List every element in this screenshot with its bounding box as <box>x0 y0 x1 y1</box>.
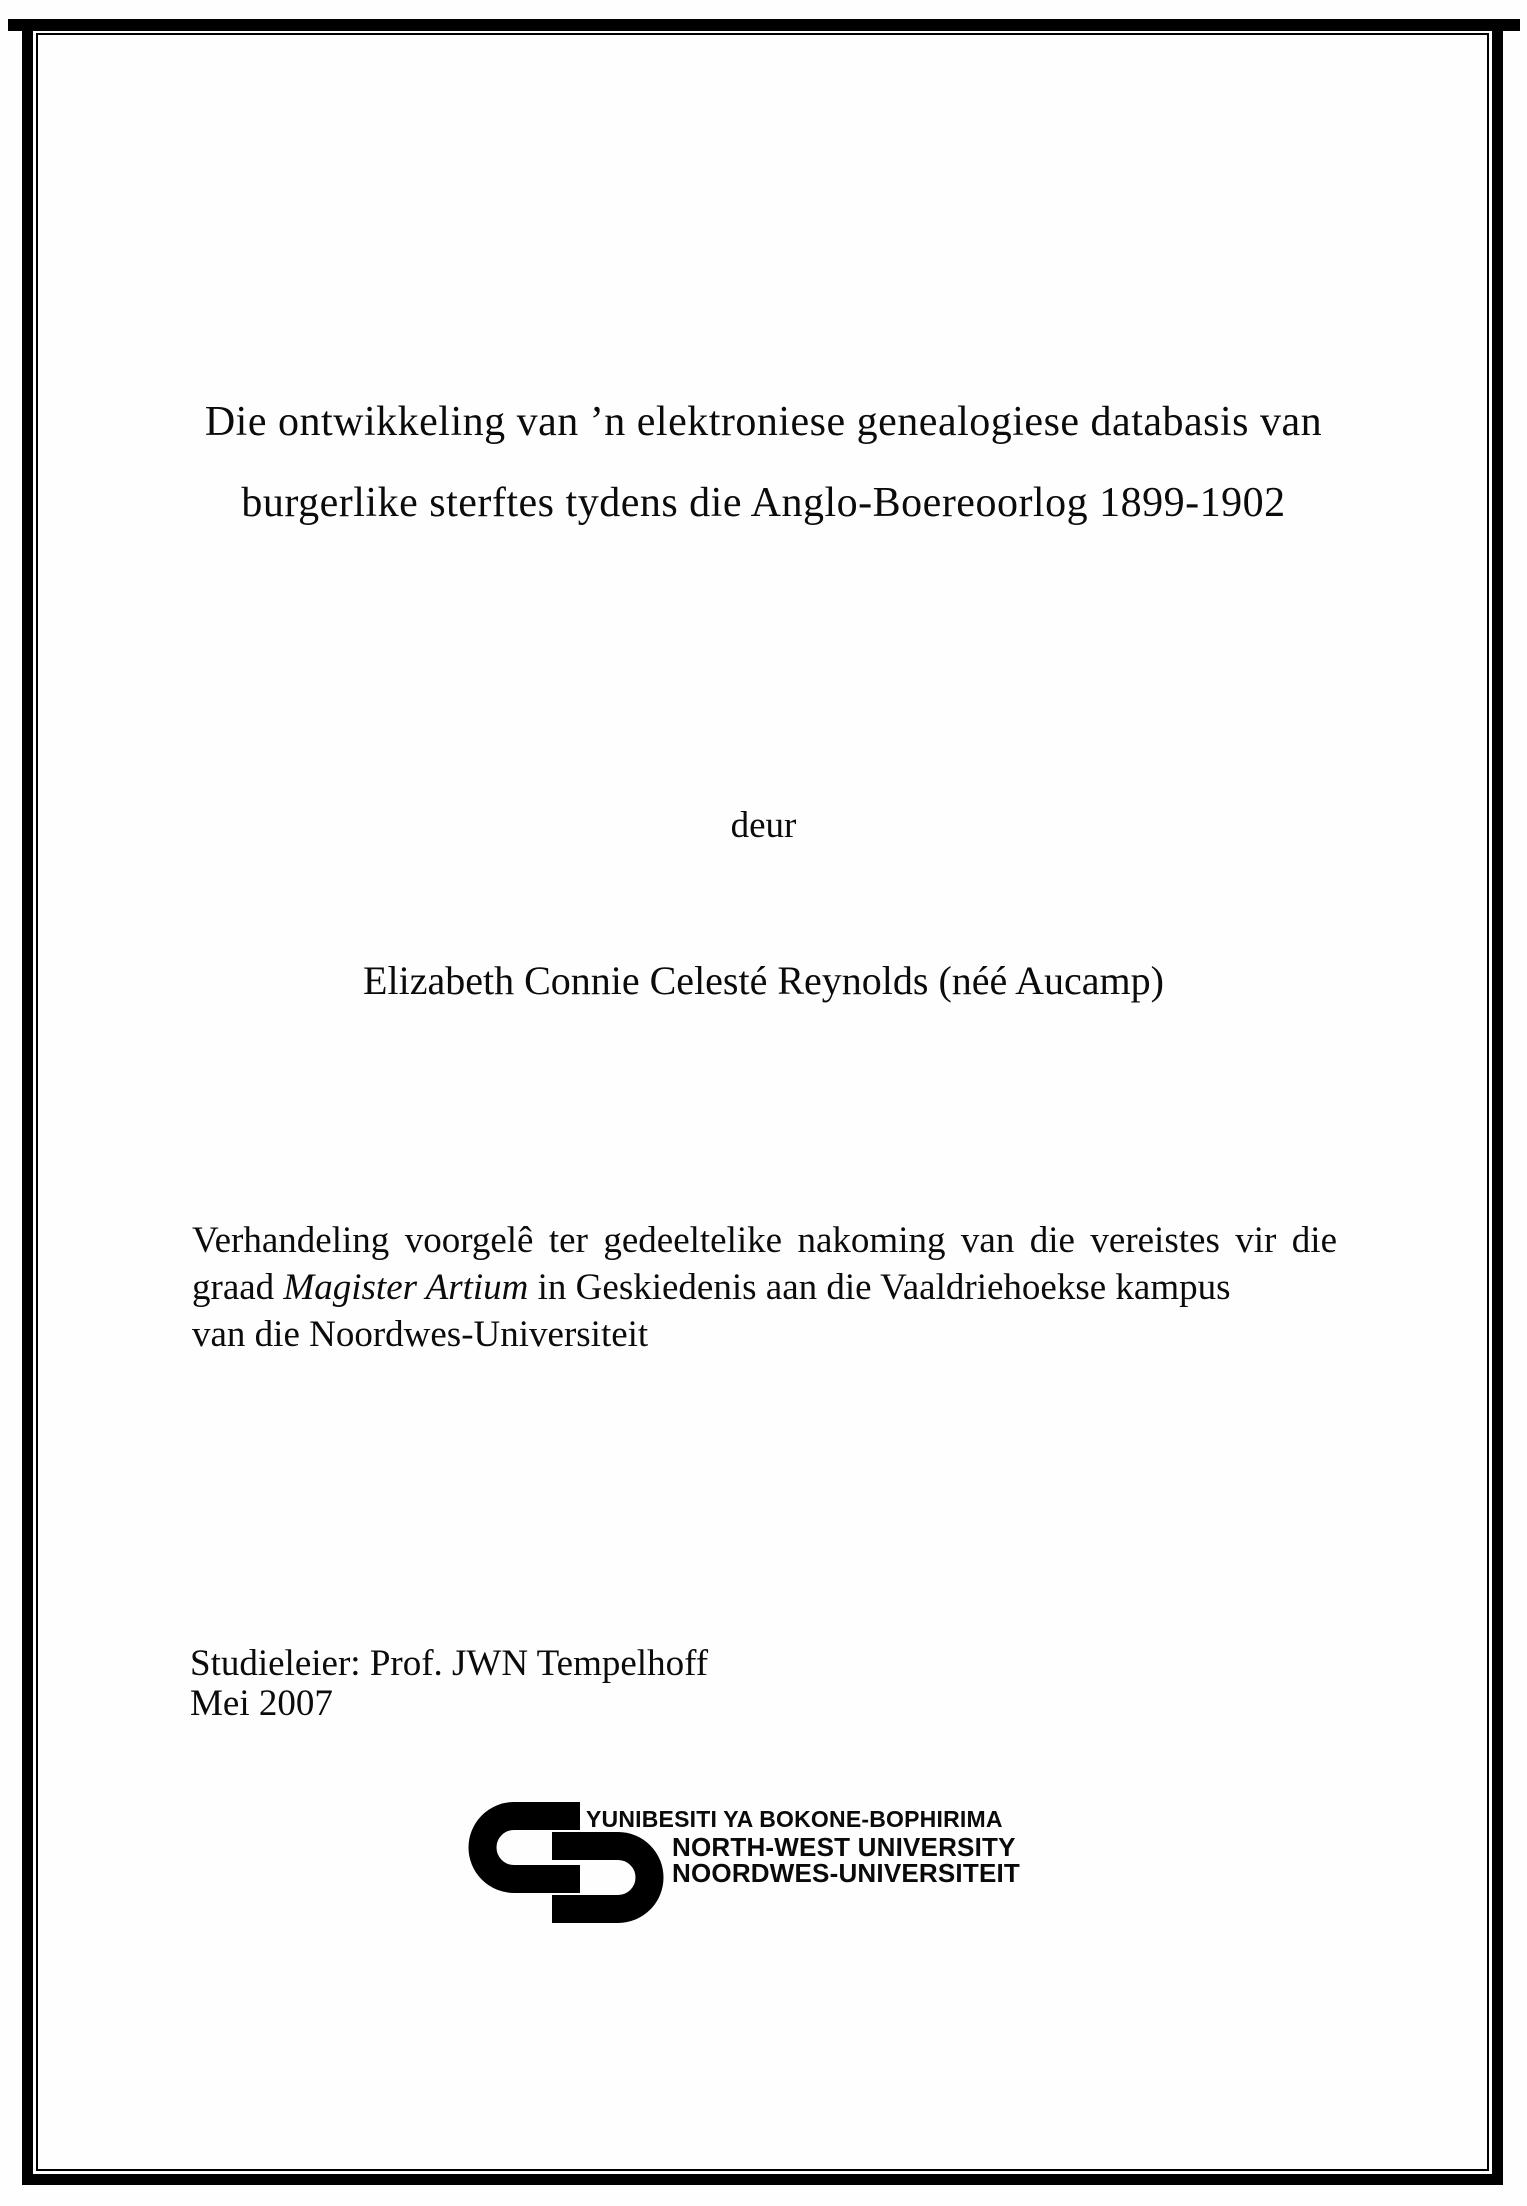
degree-statement <box>192 1217 1337 1358</box>
statement-line-2-pre: graad <box>192 1267 284 1308</box>
degree-statement-line-1: Verhandeling voorgelê ter gedeeltelike nakoming van die vereistes vir die <box>192 1220 1337 1261</box>
logo-text-afrikaans: NOORDWES-UNIVERSITEIT <box>672 1858 1020 1888</box>
supervisor-block <box>190 1644 1090 1724</box>
thesis-title <box>190 382 1337 544</box>
statement-degree-name: Magister Artium <box>283 1267 529 1308</box>
byline: deur <box>730 805 797 846</box>
thesis-title-line-1: Die ontwikkeling van ’n elektroniese genealogiese databasis van <box>204 399 1323 445</box>
thesis-title-line-2: burgerlike sterftes tydens die Anglo-Boereoorlog 1899-1902 <box>241 480 1286 526</box>
supervisor-line: Studieleier: Prof. JWN Tempelhoff <box>190 1643 709 1684</box>
statement-line-2-post: in Geskiedenis aan die Vaaldriehoekse kampus <box>528 1267 1231 1308</box>
degree-statement-line-3: van die Noordwes-Universiteit <box>192 1314 649 1355</box>
date-line: Mei 2007 <box>190 1683 333 1724</box>
university-logo <box>468 1802 1088 1932</box>
degree-statement-line-2 <box>192 1264 1337 1311</box>
university-logo-text <box>586 1804 1020 1886</box>
logo-text-setswana: YUNIBESITI YA BOKONE-BOPHIRIMA <box>586 1806 1003 1832</box>
logo-text-english: NORTH-WEST UNIVERSITY <box>672 1832 1016 1862</box>
author-name: Elizabeth Connie Celesté Reynolds (néé Aucamp) <box>363 958 1164 1003</box>
